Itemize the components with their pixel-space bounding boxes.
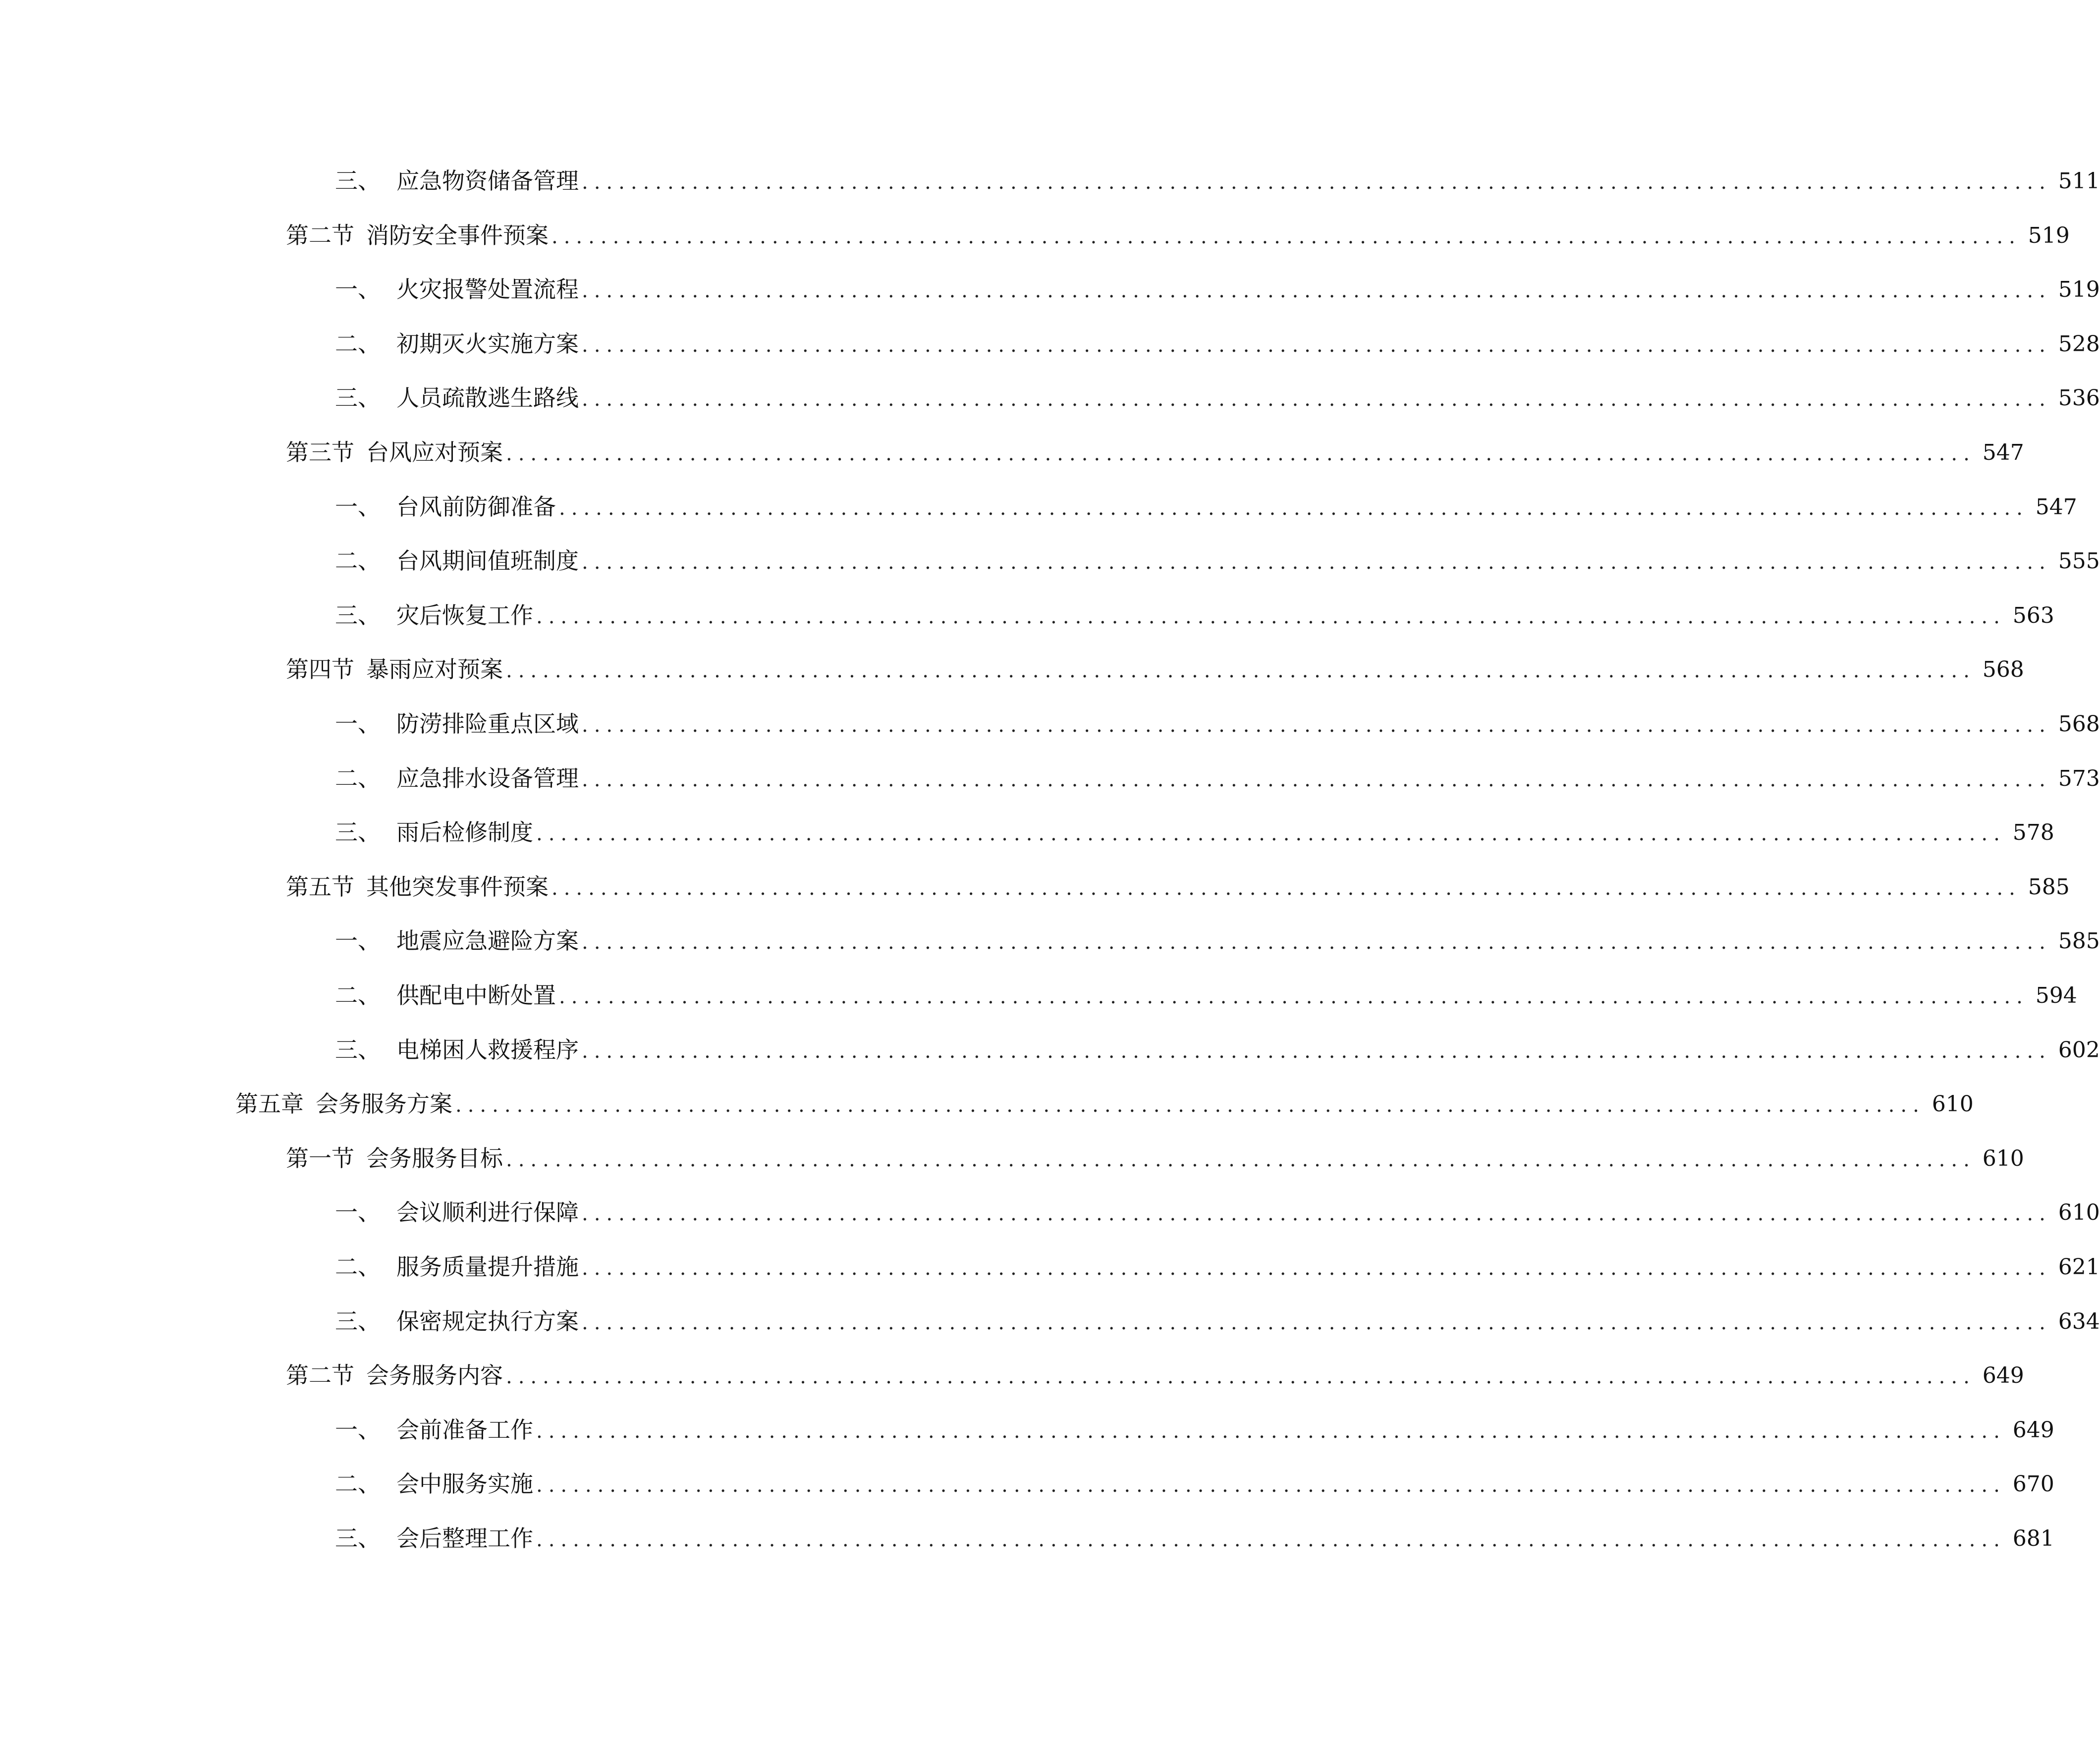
dot-leader: ........................................................................................................................ [559, 497, 2029, 520]
dot-leader: ........................................................................................................................ [506, 1365, 1976, 1388]
toc-entry-page-number: 610 [1982, 1146, 2024, 1171]
toc-entry-title: 消防安全事件预案 [366, 222, 549, 249]
toc-entry-number: 第一节 [286, 1145, 354, 1172]
toc-entry-heading [235, 1092, 452, 1115]
toc-entry-heading [335, 604, 533, 627]
toc-entry-heading [286, 875, 549, 898]
toc-entry-page-number: 602 [2058, 1037, 2100, 1063]
toc-entry-number: 三、 [335, 384, 381, 411]
toc-entry-page-number: 547 [2035, 494, 2077, 520]
toc-entry-heading [335, 278, 579, 301]
toc-entry-title: 暴雨应对预案 [366, 656, 503, 683]
toc-entry-heading [335, 1310, 579, 1333]
toc-entry-number: 第二节 [286, 1362, 354, 1389]
dot-leader: ........................................................................................................................ [582, 1040, 2051, 1063]
toc-entry-title: 雨后检修制度 [396, 819, 533, 846]
toc-entry-title: 火灾报警处置流程 [396, 276, 579, 303]
dot-leader: ........................................................................................................................ [582, 931, 2051, 954]
toc-entry-page-number: 511 [2058, 168, 2100, 194]
toc-entry[interactable] [335, 153, 2100, 194]
toc-entry-heading [286, 224, 549, 247]
toc-entry-title: 电梯困人救援程序 [396, 1036, 579, 1063]
toc-entry-heading [286, 1147, 503, 1170]
toc-entry-number: 二、 [335, 765, 381, 792]
toc-entry-heading [335, 984, 556, 1007]
dot-leader: ........................................................................................................................ [582, 1311, 2051, 1334]
toc-entry[interactable] [286, 1347, 2024, 1389]
dot-leader: ........................................................................................................................ [582, 1202, 2051, 1225]
dot-leader: ........................................................................................................................ [552, 225, 2021, 248]
toc-entry-page-number: 528 [2058, 331, 2100, 357]
toc-entry-page-number: 573 [2058, 766, 2100, 791]
toc-entry[interactable] [335, 1022, 2100, 1063]
toc-entry-title: 台风期间值班制度 [396, 547, 579, 574]
toc-entry-title: 防涝排险重点区域 [396, 710, 579, 737]
toc-entry-number: 三、 [335, 1036, 381, 1063]
toc-entry-heading [335, 929, 579, 952]
toc-entry[interactable] [335, 261, 2100, 303]
toc-entry-heading [335, 1038, 579, 1061]
toc-entry[interactable] [335, 1456, 2054, 1497]
toc-entry-title: 服务质量提升措施 [396, 1253, 579, 1280]
toc-entry-heading [335, 767, 579, 790]
toc-entry-title: 会务服务方案 [316, 1090, 452, 1117]
toc-entry-number: 三、 [335, 1308, 381, 1335]
toc-entry-title: 台风前防御准备 [396, 493, 556, 520]
toc-entry-page-number: 594 [2035, 983, 2077, 1008]
toc-entry-heading [286, 1364, 503, 1387]
toc-entry-title: 灾后恢复工作 [396, 602, 533, 629]
toc-entry[interactable] [335, 533, 2100, 574]
toc-entry[interactable] [335, 913, 2100, 954]
toc-entry-heading [335, 386, 579, 409]
dot-leader: ........................................................................................................................ [536, 822, 2006, 845]
toc-entry-heading [335, 1255, 579, 1278]
toc-entry-page-number: 578 [2012, 820, 2054, 845]
toc-entry-heading [286, 441, 503, 464]
dot-leader: ........................................................................................................................ [582, 1257, 2051, 1280]
toc-entry-number: 第二节 [286, 222, 354, 249]
toc-entry-title: 会中服务实施 [396, 1470, 533, 1497]
toc-entry-heading [335, 549, 579, 572]
toc-entry-number: 三、 [335, 819, 381, 846]
toc-entry[interactable] [335, 696, 2100, 737]
toc-entry[interactable] [335, 804, 2054, 846]
toc-entry-page-number: 555 [2058, 548, 2100, 574]
toc-entry-number: 第五章 [235, 1090, 304, 1117]
toc-entry-page-number: 670 [2012, 1471, 2054, 1497]
toc-entry-number: 二、 [335, 547, 381, 574]
dot-leader: ........................................................................................................................ [582, 334, 2051, 357]
toc-entry-title: 地震应急避险方案 [396, 927, 579, 954]
toc-entry[interactable] [335, 1293, 2100, 1335]
toc-entry-title: 供配电中断处置 [396, 982, 556, 1009]
toc-entry[interactable] [335, 587, 2054, 629]
toc-entry-title: 初期灭火实施方案 [396, 330, 579, 357]
dot-leader: ........................................................................................................................ [506, 659, 1976, 682]
toc-entry-page-number: 568 [1982, 657, 2024, 682]
dot-leader: ........................................................................................................................ [582, 171, 2051, 194]
toc-entry[interactable] [286, 641, 2024, 683]
toc-entry[interactable] [335, 1402, 2054, 1443]
toc-entry-number: 第四节 [286, 656, 354, 683]
dot-leader: ........................................................................................................................ [552, 877, 2021, 900]
toc-entry-title: 人员疏散逃生路线 [396, 384, 579, 411]
toc-entry-heading [335, 821, 533, 844]
toc-entry-number: 一、 [335, 1199, 381, 1226]
toc-entry-page-number: 649 [2012, 1417, 2054, 1443]
toc-entry-page-number: 563 [2012, 603, 2054, 628]
toc-entry-heading [335, 1418, 533, 1441]
toc-entry-number: 一、 [335, 927, 381, 954]
toc-entry-page-number: 681 [2012, 1526, 2054, 1551]
toc-entry[interactable] [335, 967, 2077, 1009]
toc-entry-number: 一、 [335, 1416, 381, 1443]
toc-entry[interactable] [335, 370, 2100, 411]
dot-leader: ........................................................................................................................ [582, 551, 2051, 574]
toc-entry[interactable] [335, 1184, 2100, 1226]
toc-entry[interactable] [286, 207, 2070, 249]
toc-entry[interactable] [335, 316, 2100, 357]
toc-entry-number: 二、 [335, 1253, 381, 1280]
toc-entry-title: 会后整理工作 [396, 1525, 533, 1552]
toc-entry-heading [335, 1527, 533, 1550]
dot-leader: ........................................................................................................................ [536, 1474, 2006, 1497]
toc-entry[interactable] [335, 1239, 2100, 1280]
toc-entry-page-number: 621 [2058, 1254, 2100, 1280]
dot-leader: ........................................................................................................................ [559, 985, 2029, 1008]
toc-entry-page-number: 610 [2058, 1200, 2100, 1225]
toc-entry-title: 台风应对预案 [366, 439, 503, 466]
toc-entry-number: 第五节 [286, 873, 354, 900]
toc-entry-page-number: 519 [2028, 223, 2070, 248]
toc-entry-number: 三、 [335, 1525, 381, 1552]
toc-entry-title: 保密规定执行方案 [396, 1308, 579, 1335]
dot-leader: ........................................................................................................................ [455, 1094, 1925, 1117]
toc-entry-page-number: 585 [2058, 928, 2100, 954]
toc-entry-heading [335, 712, 579, 735]
dot-leader: ........................................................................................................................ [536, 605, 2006, 628]
dot-leader: ........................................................................................................................ [506, 442, 1976, 465]
dot-leader: ........................................................................................................................ [536, 1420, 2006, 1443]
toc-entry[interactable] [235, 1076, 1974, 1117]
toc-entry-page-number: 536 [2058, 385, 2100, 411]
toc-entry[interactable] [335, 1510, 2054, 1552]
dot-leader: ........................................................................................................................ [536, 1528, 2006, 1551]
toc-entry[interactable] [286, 1130, 2024, 1172]
toc-entry-heading [335, 495, 556, 518]
toc-entry-number: 二、 [335, 982, 381, 1009]
toc-entry-page-number: 547 [1982, 440, 2024, 465]
toc-entry-page-number: 634 [2058, 1309, 2100, 1334]
toc-entry-number: 一、 [335, 493, 381, 520]
toc-entry-title: 会议顺利进行保障 [396, 1199, 579, 1226]
toc-entry-number: 二、 [335, 330, 381, 357]
toc-entry[interactable] [335, 479, 2077, 520]
toc-entry-title: 会务服务目标 [366, 1145, 503, 1172]
toc-entry-page-number: 610 [1932, 1091, 1974, 1117]
toc-entry[interactable] [286, 859, 2070, 900]
toc-entry[interactable] [335, 750, 2100, 792]
toc-entry-number: 二、 [335, 1470, 381, 1497]
toc-entry-title: 会前准备工作 [396, 1416, 533, 1443]
dot-leader: ........................................................................................................................ [582, 388, 2051, 411]
toc-entry[interactable] [286, 424, 2024, 466]
toc-entry-heading [335, 1201, 579, 1224]
dot-leader: ........................................................................................................................ [582, 714, 2051, 737]
toc-entry-title: 会务服务内容 [366, 1362, 503, 1389]
toc-entry-page-number: 568 [2058, 711, 2100, 737]
toc-entry-heading [286, 658, 503, 681]
dot-leader: ........................................................................................................................ [582, 279, 2051, 302]
toc-entry-title: 其他突发事件预案 [366, 873, 549, 900]
toc-entry-heading [335, 169, 579, 192]
dot-leader: ........................................................................................................................ [506, 1148, 1976, 1171]
toc-entry-number: 三、 [335, 602, 381, 629]
toc-entry-heading [335, 1472, 533, 1495]
toc-entry-number: 三、 [335, 167, 381, 194]
toc-entry-page-number: 519 [2058, 277, 2100, 302]
toc-entry-number: 一、 [335, 710, 381, 737]
toc-entry-page-number: 585 [2028, 874, 2070, 900]
toc-entry-title: 应急排水设备管理 [396, 765, 579, 792]
toc-entry-number: 第三节 [286, 439, 354, 466]
dot-leader: ........................................................................................................................ [582, 768, 2051, 791]
toc-entry-heading [335, 332, 579, 355]
toc-entry-title: 应急物资储备管理 [396, 167, 579, 194]
toc-entry-number: 一、 [335, 276, 381, 303]
toc-entry-page-number: 649 [1982, 1363, 2024, 1388]
